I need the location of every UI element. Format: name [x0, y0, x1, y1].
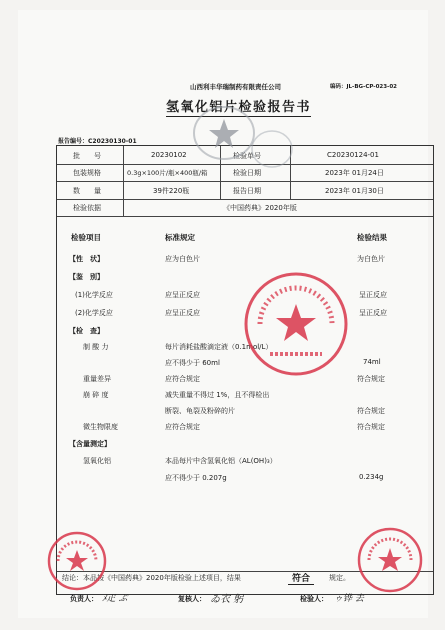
section-inspection: 【检 查】: [69, 327, 104, 335]
appearance-standard: 应为白色片: [165, 255, 200, 263]
section-appearance: 【性 状】: [69, 255, 104, 263]
acid-capacity-standard-1: 每片消耗盐酸滴定液（0.1mol/L）: [165, 343, 273, 351]
chem-reaction-2: (2)化学反应: [75, 309, 113, 317]
batch-value: 20230102: [151, 151, 187, 159]
responsible-signature: ﾒ疋 ぶ: [102, 594, 128, 604]
weight-variation-result: 符合规定: [357, 375, 385, 383]
appearance-result: 为白色片: [357, 255, 385, 263]
report-sheet: [18, 10, 428, 618]
friability-result: 符合规定: [357, 407, 385, 415]
reviewer-signature: ゐ衣 躬: [210, 594, 244, 605]
reviewer-label: 复核人：: [178, 595, 206, 603]
column-item: 检验项目: [71, 233, 101, 242]
report-number: 报告编号：C20230130-01: [58, 138, 137, 145]
chem-reaction-1-result: 呈正反应: [359, 291, 387, 299]
report-title: 氢氧化铝片检验报告书: [166, 96, 311, 117]
chem-reaction-1-standard: 应呈正反应: [165, 291, 200, 299]
chem-reaction-2-standard: 应呈正反应: [165, 309, 200, 317]
inspector-signature: ゥ铧 去: [334, 594, 364, 604]
chem-reaction-2-result: 呈正反应: [359, 309, 387, 317]
aluminum-hydroxide: 氢氧化铝: [83, 457, 111, 465]
sample-no-value: C20230124-01: [327, 151, 379, 159]
basis-label: 检验依据: [73, 204, 101, 212]
conclusion-suffix: 规定。: [329, 574, 350, 582]
chem-reaction-1: (1)化学反应: [75, 291, 113, 299]
microbial-limit-result: 符合规定: [357, 423, 385, 431]
report-date-value: 2023年 01月30日: [325, 187, 384, 195]
weight-variation: 重量差异: [83, 375, 111, 383]
assay-standard-1: 本品每片中含氢氧化铝（AL(OH)₃）: [165, 457, 277, 465]
friability-standard-2: 断裂、龟裂及粉碎的片: [165, 407, 235, 415]
friability: 崩 碎 度: [83, 391, 109, 399]
section-assay: 【含量测定】: [69, 440, 111, 448]
spec-value: 0.3g×100片/瓶×400瓶/箱: [127, 169, 208, 177]
faded-top-seal: [184, 105, 294, 175]
center-red-seal: [240, 268, 352, 380]
acid-capacity-standard-2: 应不得少于 60ml: [165, 359, 220, 367]
acid-capacity-result: 74ml: [363, 358, 381, 366]
microbial-limit-standard: 应符合规定: [165, 423, 200, 431]
conclusion-prefix: 结论：本品按《中国药典》2020年版检验上述项目，结果: [62, 574, 241, 582]
inspector-label: 检验人：: [300, 595, 328, 603]
sample-no-label: 检验单号: [233, 152, 261, 160]
assay-result: 0.234g: [359, 473, 384, 481]
quantity-value: 39件220瓶: [153, 187, 190, 195]
quantity-label: 数 量: [73, 187, 101, 195]
report-date-label: 报告日期: [233, 187, 261, 195]
column-result: 检验结果: [357, 233, 387, 242]
spec-label: 包装规格: [73, 169, 101, 177]
document-code: 编码：JL-BG-CP-023-02: [330, 84, 397, 90]
assay-standard-2: 应不得少于 0.207g: [165, 474, 227, 482]
batch-label: 批 号: [73, 152, 101, 160]
basis-value: 《中国药典》2020年版: [223, 204, 297, 212]
weight-variation-standard: 应符合规定: [165, 375, 200, 383]
friability-standard-1: 减失重量不得过 1%，且不得检出: [165, 391, 270, 399]
responsible-label: 负责人：: [70, 595, 98, 603]
section-identification: 【鉴 别】: [69, 273, 104, 281]
column-standard: 标准规定: [165, 233, 195, 242]
conclusion-result: 符合: [288, 571, 314, 585]
microbial-limit: 微生物限度: [83, 423, 118, 431]
bottom-right-seal: [356, 526, 424, 594]
company-name: 山西利丰华瑞制药有限责任公司: [190, 83, 281, 91]
inspection-date-label: 检验日期: [233, 169, 261, 177]
acid-capacity: 制 酸 力: [83, 343, 109, 351]
inspection-date-value: 2023年 01月24日: [325, 169, 384, 177]
bottom-left-seal: [46, 530, 108, 592]
